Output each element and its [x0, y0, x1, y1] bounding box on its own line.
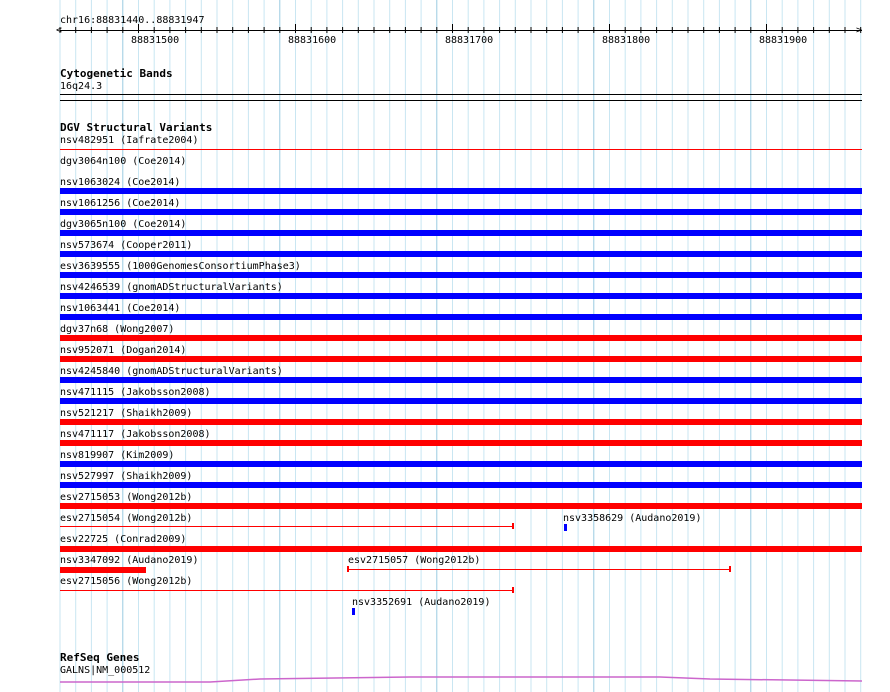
- variant-label: dgv3064n100 (Coe2014): [60, 156, 187, 167]
- variant-feature-end: [512, 587, 514, 593]
- variant-feature[interactable]: [60, 356, 862, 362]
- ruler-tick-label: 88831500: [131, 35, 180, 46]
- variant-label: nsv482951 (Iafrate2004): [60, 135, 199, 146]
- variant-label: nsv1063024 (Coe2014): [60, 177, 181, 188]
- ruler-right-arrow[interactable]: >: [856, 25, 863, 36]
- variant-feature[interactable]: [60, 482, 862, 488]
- variant-feature[interactable]: [60, 546, 862, 552]
- variant-feature[interactable]: [60, 398, 862, 404]
- variant-feature[interactable]: [60, 590, 513, 591]
- variant-feature[interactable]: [60, 506, 862, 507]
- cytoband-label: 16q24.3: [60, 81, 103, 92]
- variant-feature[interactable]: [60, 377, 862, 383]
- gene-feature[interactable]: [60, 674, 862, 686]
- variant-label: nsv1063441 (Coe2014): [60, 303, 181, 314]
- variant-label: nsv471117 (Jakobsson2008): [60, 429, 211, 440]
- variant-label: nsv952071 (Dogan2014): [60, 345, 187, 356]
- variant-feature[interactable]: [60, 251, 862, 257]
- dgv-track-title: DGV Structural Variants: [60, 121, 213, 134]
- ruler-tick-label: 88831900: [759, 35, 808, 46]
- ruler-location: chr16:88831440..88831947: [60, 15, 205, 26]
- variant-feature[interactable]: [60, 209, 862, 215]
- variant-feature[interactable]: [60, 419, 862, 425]
- variant-feature[interactable]: [60, 526, 513, 527]
- ruler-tick-label: 88831700: [445, 35, 494, 46]
- variant-label: dgv37n68 (Wong2007): [60, 324, 175, 335]
- variant-label: nsv3358629 (Audano2019): [563, 513, 702, 524]
- ruler-tick-label: 88831600: [288, 35, 337, 46]
- variant-feature[interactable]: [60, 335, 862, 341]
- variant-label: esv3639555 (1000GenomesConsortiumPhase3): [60, 261, 301, 272]
- variant-feature[interactable]: [60, 440, 862, 446]
- variant-feature[interactable]: [60, 272, 862, 278]
- variant-label: nsv521217 (Shaikh2009): [60, 408, 193, 419]
- ruler-tick-label: 88831800: [602, 35, 651, 46]
- variant-feature[interactable]: [60, 149, 862, 150]
- variant-label: nsv527997 (Shaikh2009): [60, 471, 193, 482]
- variant-feature[interactable]: [60, 461, 862, 467]
- variant-feature-end: [512, 523, 514, 529]
- variant-label: dgv3065n100 (Coe2014): [60, 219, 187, 230]
- variant-feature[interactable]: [60, 314, 862, 320]
- variant-feature[interactable]: [60, 188, 862, 194]
- variant-feature-end: [729, 566, 731, 572]
- ruler-left-arrow[interactable]: <: [56, 25, 63, 36]
- variant-label: nsv1061256 (Coe2014): [60, 198, 181, 209]
- variant-label: nsv4245840 (gnomADStructuralVariants): [60, 366, 283, 377]
- cytoband-bottom-border: [60, 100, 862, 101]
- variant-label: nsv3347092 (Audano2019): [60, 555, 199, 566]
- variant-label: esv22725 (Conrad2009): [60, 534, 187, 545]
- ruler-axis[interactable]: [60, 30, 862, 31]
- variant-feature-start: [347, 566, 349, 572]
- cytoband-top-border: [60, 94, 862, 95]
- variant-label: nsv573674 (Cooper2011): [60, 240, 193, 251]
- gene-label: GALNS|NM_000512: [60, 665, 151, 676]
- variant-feature[interactable]: [352, 608, 355, 615]
- variant-feature[interactable]: [348, 569, 731, 570]
- variant-label: esv2715053 (Wong2012b): [60, 492, 193, 503]
- variant-feature[interactable]: [60, 567, 146, 573]
- cytoband-track-title: Cytogenetic Bands: [60, 67, 173, 80]
- refseq-track-title: RefSeq Genes: [60, 651, 140, 664]
- variant-label: nsv3352691 (Audano2019): [352, 597, 491, 608]
- variant-feature[interactable]: [60, 230, 862, 236]
- variant-label: esv2715057 (Wong2012b): [348, 555, 481, 566]
- variant-label: esv2715054 (Wong2012b): [60, 513, 193, 524]
- variant-label: nsv819907 (Kim2009): [60, 450, 175, 461]
- variant-feature[interactable]: [564, 524, 567, 531]
- variant-label: nsv471115 (Jakobsson2008): [60, 387, 211, 398]
- variant-label: nsv4246539 (gnomADStructuralVariants): [60, 282, 283, 293]
- variant-label: esv2715056 (Wong2012b): [60, 576, 193, 587]
- variant-feature[interactable]: [60, 293, 862, 299]
